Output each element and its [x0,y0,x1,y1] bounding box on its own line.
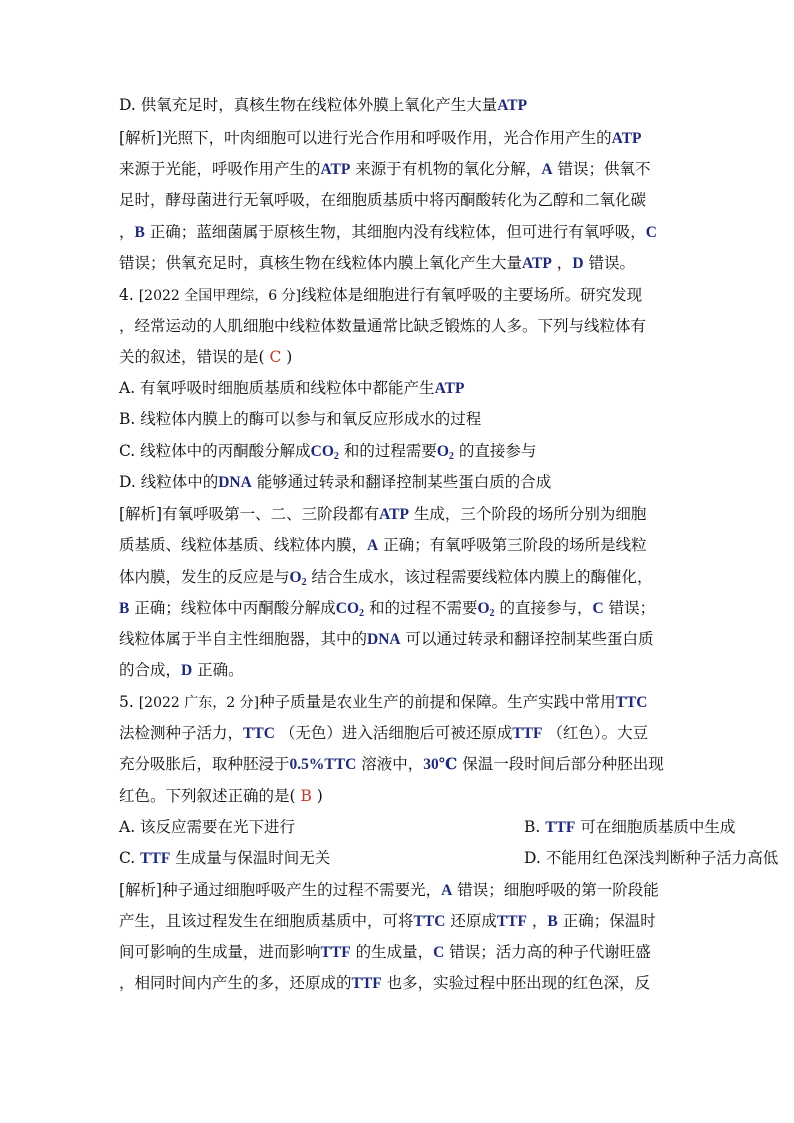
text-run: 的生成量， [350,943,434,961]
option-letter: A [367,537,379,554]
question-5-options-ab [119,816,736,838]
option-letter: A [541,161,553,178]
term-ttf: TTF [351,975,382,992]
option-letter: D [181,662,193,679]
subscript: 2 [448,451,454,462]
term-dna: DNA [367,631,401,648]
text-run: ， [526,912,548,930]
question-5-stem [119,753,679,775]
analysis-line [119,879,679,901]
question-5-stem [119,722,679,744]
text-run: ， [119,223,135,241]
text-run: 也多，实验过程中胚出现的红色深，反 [381,974,651,992]
term-atp: ATP [611,130,642,147]
analysis-line [119,597,679,619]
text-run: 错误； [603,599,656,617]
term-o2: O [436,443,449,460]
text-run: 的直接参与， [494,599,593,617]
text-run: ) [281,348,293,366]
subscript: 2 [489,608,495,619]
text-run: ，相同时间内产生的多，还原成的 [119,974,352,992]
analysis-line [119,158,679,180]
question-number: 4. [119,286,139,304]
question-4-stem [119,315,679,337]
text-run: 错误；活力高的种子代谢旺盛 [444,943,651,961]
text-run: 结合生成水，该过程需要线粒体内膜上的酶催化， [306,568,653,586]
text-run: D. 供氧充足时，真核生物在线粒体外膜上氧化产生大量 [119,96,498,114]
analysis-line [119,221,679,243]
term-o2: O [477,600,490,617]
text-run: [解析]光照下，叶肉细胞可以进行光合作用和呼吸作用，光合作用产生的 [119,129,612,147]
option-letter: A [441,882,453,899]
question-4-option-d [119,471,679,493]
question-number: 5. [119,693,139,711]
text-run: 生成，三个阶段的场所分别为细胞 [408,505,647,523]
question-4-stem [119,284,679,306]
text-run: 种子质量是农业生产的前提和保障。生产实践中常用 [259,693,616,711]
question-source: [2022 全国甲理综，6 分] [138,288,302,304]
analysis-line [119,503,679,525]
question-5-option-d: D. 不能用红色深浅判断种子活力高低 [524,849,779,867]
text-run: A. 有氧呼吸时细胞质基质和线粒体中都能产生 [119,379,435,397]
question-5-stem [119,691,679,713]
question-5-options-cd [119,847,779,869]
text-run: 来源于光能，呼吸作用产生的 [119,160,321,178]
text-run: 质基质、线粒体基质、线粒体内膜， [119,536,368,554]
text-run: ，经常运动的人肌细胞中线粒体数量通常比缺乏锻炼的人多。下列与线粒体有 [119,317,647,335]
term-atp: ATP [320,161,351,178]
option-letter: B [119,600,130,617]
option-letter: B [134,224,145,241]
text-run: 能够通过转录和翻译控制某些蛋白质的合成 [251,473,552,491]
option-letter: C [433,944,445,961]
term-ttc: TTC [243,725,275,742]
analysis-line [119,189,679,211]
term-co2: CO [335,600,360,617]
text-run: 可在细胞质基质中生成 [575,818,736,836]
subscript: 2 [301,577,307,588]
text-run: 正确；蓝细菌属于原核生物，其细胞内没有线粒体，但可进行有氧呼吸， [144,223,646,241]
question-5-stem [119,785,679,807]
analysis-line [119,941,679,963]
text-run: ， [551,254,573,272]
text-run: 关的叙述，错误的是( [119,348,270,366]
text-run: （无色）进入活细胞后可被还原成 [274,724,513,742]
question-4-option-b [119,408,679,430]
text-run: 保温一段时间后部分种胚出现 [457,755,664,773]
text-run: 线粒体是细胞进行有氧呼吸的主要场所。研究发现 [301,286,643,304]
question-5-option-b [524,816,735,839]
text-run: 和的过程不需要 [364,599,478,617]
analysis-line [119,628,679,650]
term-ttc: TTC [615,694,648,711]
term-atp: ATP [497,97,528,114]
text-run: 错误。 [583,254,635,272]
text-run: （红色）。大豆 [542,724,649,742]
term-ttc: TTC [413,913,446,930]
text-run: 的合成， [119,661,182,679]
text-run: C. [119,849,141,867]
subscript: 2 [359,608,365,619]
text-run: 充分吸胀后，取种胚浸于 [119,755,290,773]
text-run: 正确；保温时 [557,912,656,930]
term-ttf: TTF [320,944,351,961]
term-dna: DNA [218,474,252,491]
option-letter: C [592,600,604,617]
term-o2: O [289,569,302,586]
text-run: D. 线粒体中的 [119,473,219,491]
text-run: 还原成 [445,912,497,930]
analysis-line [119,659,679,681]
text-run: 红色。下列叙述正确的是( [119,787,301,805]
answer-letter: C [269,348,282,366]
text-run: 正确；线粒体中丙酮酸分解成 [129,599,336,617]
question-4-option-c [119,440,679,462]
text-run: 正确；有氧呼吸第三阶段的场所是线粒 [378,536,647,554]
term-ttf: TTF [496,913,527,930]
text-run: 错误；供氧充足时，真核生物在线粒体内膜上氧化产生大量 [119,254,523,272]
question-5-option-a: A. 该反应需要在光下进行 [119,818,296,836]
temperature: 30℃ [423,756,458,773]
text-run: 线粒体属于半自主性细胞器，其中的 [119,630,368,648]
analysis-line [119,566,679,588]
text-run: 足时，酵母菌进行无氧呼吸，在细胞质基质中将丙酮酸转化为乙醇和二氧化碳 [119,191,647,209]
option-d-line [119,94,679,116]
text-run: B. 线粒体内膜上的酶可以参与和氧反应形成水的过程 [119,410,482,428]
option-letter: B [547,913,558,930]
answer-letter: B [300,787,312,805]
text-run: 产生，且该过程发生在细胞质基质中，可将 [119,912,414,930]
text-run: [解析]种子通过细胞呼吸产生的过程不需要光， [119,881,442,899]
analysis-line [119,972,679,994]
text-run: 错误；供氧不 [552,160,651,178]
text-run: ) [311,787,323,805]
text-run: 溶液中， [356,755,424,773]
text-run: 正确。 [192,661,244,679]
text-run: [解析]有氧呼吸第一、二、三阶段都有 [119,505,380,523]
option-letter: D [572,255,584,272]
text-run: 间可影响的生成量，进而影响 [119,943,321,961]
text-run: 来源于有机物的氧化分解， [350,160,542,178]
analysis-line [119,252,679,274]
question-4-option-a [119,377,679,399]
option-letter: C [645,224,657,241]
term-atp: ATP [379,506,409,523]
text-run: 法检测种子活力， [119,724,244,742]
question-4-stem [119,346,679,368]
text-run: 错误；细胞呼吸的第一阶段能 [452,881,659,899]
term-atp: ATP [434,380,465,397]
term-ttc-concentration: 0.5%TTC [289,756,357,773]
analysis-line [119,127,679,149]
text-run: 生成量与保温时间无关 [170,849,331,867]
question-5-option-c [119,849,330,867]
subscript: 2 [333,451,339,462]
analysis-line [119,910,679,932]
term-co2: CO [310,443,334,460]
analysis-line [119,534,679,556]
text-run: B. [524,818,546,836]
text-run: 和的过程需要 [338,442,437,460]
text-run: 的直接参与 [453,442,537,460]
text-run: 体内膜，发生的反应是与 [119,568,290,586]
term-atp: ATP [522,255,552,272]
question-source: [2022 广东，2 分] [138,695,260,711]
text-run: 可以通过转录和翻译控制某些蛋白质 [400,630,654,648]
text-run: C. 线粒体中的丙酮酸分解成 [119,442,311,460]
term-ttf: TTF [140,850,171,867]
term-ttf: TTF [512,725,543,742]
term-ttf: TTF [545,819,576,836]
